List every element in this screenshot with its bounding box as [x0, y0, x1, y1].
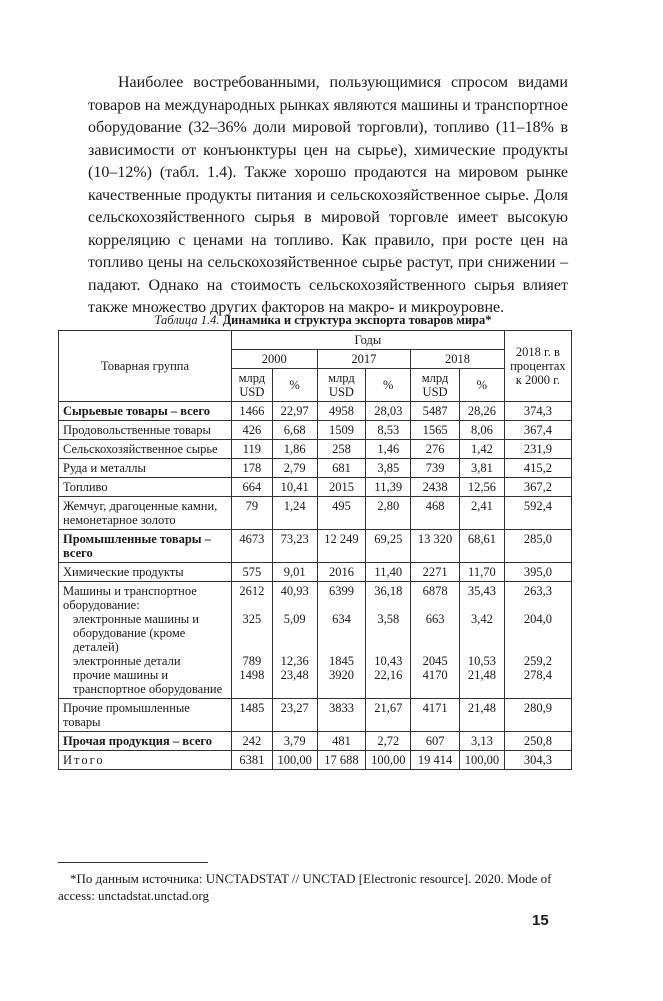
page-number: 15	[532, 912, 549, 929]
cell: 2,79	[272, 459, 317, 478]
cell: 100,00	[366, 751, 411, 770]
cell: 2,41	[459, 497, 504, 530]
header-usd: млрд USD	[317, 369, 366, 402]
cell-stack	[317, 582, 366, 699]
table-row	[59, 530, 572, 563]
cell: 789	[242, 654, 262, 668]
header-last-col: 2018 г. в процентах к 2000 г.	[504, 331, 571, 402]
cell: 1498	[239, 668, 265, 682]
row-name: Продовольственные товары	[59, 421, 232, 440]
cell: 100,00	[272, 751, 317, 770]
cell: 258	[317, 440, 366, 459]
table-caption-label: Таблица 1.4.	[154, 313, 220, 327]
cell: 634	[332, 612, 351, 626]
cell: 1845	[328, 654, 354, 668]
cell: 5487	[411, 402, 460, 421]
row-name: Химические продукты	[59, 563, 232, 582]
cell: 1,46	[366, 440, 411, 459]
cell: 178	[232, 459, 273, 478]
cell: 11,40	[366, 563, 411, 582]
cell: 259,2	[523, 654, 552, 668]
cell: 1,86	[272, 440, 317, 459]
cell: 285,0	[504, 530, 571, 563]
cell: 1,42	[459, 440, 504, 459]
header-usd: млрд USD	[411, 369, 460, 402]
cell: 231,9	[504, 440, 571, 459]
cell: 79	[232, 497, 273, 530]
cell: 3,85	[366, 459, 411, 478]
row-name: Итого	[59, 751, 232, 770]
cell-stack	[459, 582, 504, 699]
cell: 681	[317, 459, 366, 478]
header-year-2000: 2000	[232, 350, 317, 369]
cell: 21,48	[459, 699, 504, 732]
footnote-divider	[58, 862, 208, 863]
cell: 8,53	[366, 421, 411, 440]
table-caption	[58, 313, 588, 328]
table-row	[59, 459, 572, 478]
cell-stack	[272, 582, 317, 699]
cell: 395,0	[504, 563, 571, 582]
cell: 3,79	[272, 732, 317, 751]
cell: 2,72	[366, 732, 411, 751]
cell: 17 688	[317, 751, 366, 770]
cell: 28,26	[459, 402, 504, 421]
cell: 68,61	[459, 530, 504, 563]
cell: 325	[242, 612, 262, 626]
cell: 2438	[411, 478, 460, 497]
cell: 5,09	[283, 612, 306, 626]
cell: 367,2	[504, 478, 571, 497]
cell: 3833	[317, 699, 366, 732]
cell-stack	[411, 582, 460, 699]
cell: 21,48	[467, 668, 496, 682]
table-row	[59, 732, 572, 751]
body-paragraph: Наиболее востребованными, пользующимися спросом видами товаров на международных рынках являются машины и транспортное оборудование (32–36% доли мировой торговли), топливо (11–18% в зависимости от конъюнктуры цен на сырье), химические продукты (10–12%) (табл. 1.4). Также хорошо продаются на мировом рынке качественные продукты питания и сельскохозяйственное сырье. Доля сельскохозяйственного сырья в мировой торговле имеет высокую корреляцию с ценами на топливо. Как правило, при росте цен на топливо цены на сельскохозяйственное сырье растут, при снижении – падают. Однако на стоимость сельскохозяйственного сырья влияет также множество других факторов на макро- и микроуровне.	[88, 74, 568, 316]
cell: 35,43	[467, 584, 496, 598]
table-row	[59, 478, 572, 497]
table-row	[59, 421, 572, 440]
header-usd: млрд USD	[232, 369, 273, 402]
header-years: Годы	[232, 331, 505, 350]
cell: 468	[411, 497, 460, 530]
cell: 4170	[422, 668, 448, 682]
header-pct: %	[272, 369, 317, 402]
cell: 28,03	[366, 402, 411, 421]
cell: 4673	[232, 530, 273, 563]
cell: 8,06	[459, 421, 504, 440]
cell: 276	[411, 440, 460, 459]
cell: 1466	[232, 402, 273, 421]
header-year-2017: 2017	[317, 350, 411, 369]
cell: 3,81	[459, 459, 504, 478]
cell: 426	[232, 421, 273, 440]
cell: 9,01	[272, 563, 317, 582]
cell: 663	[425, 612, 445, 626]
row-name-sub: прочие машины и транспортное оборудование	[73, 668, 223, 696]
cell: 119	[232, 440, 273, 459]
row-name-sub: электронные детали	[73, 654, 181, 668]
cell-stack	[232, 582, 273, 699]
cell: 1485	[232, 699, 273, 732]
footnote: *По данным источника: UNCTADSTAT // UNCTAD [Electronic resource]. 2020. Mode of access: unctadstat.unctad.org	[58, 871, 552, 903]
cell: 263,3	[523, 584, 552, 598]
cell: 280,9	[504, 699, 571, 732]
row-name-group	[59, 582, 232, 699]
header-year-2018: 2018	[411, 350, 505, 369]
cell: 242	[232, 732, 273, 751]
cell: 1565	[411, 421, 460, 440]
cell: 3920	[328, 668, 354, 682]
row-name: Жемчуг, драгоценные камни, немонетарное золото	[59, 497, 232, 530]
cell: 12,36	[280, 654, 309, 668]
cell: 739	[411, 459, 460, 478]
table-row	[59, 440, 572, 459]
cell: 1,24	[272, 497, 317, 530]
cell: 3,58	[377, 612, 400, 626]
cell: 592,4	[504, 497, 571, 530]
cell: 22,16	[374, 668, 403, 682]
cell: 100,00	[459, 751, 504, 770]
cell: 495	[317, 497, 366, 530]
table-row	[59, 402, 572, 421]
cell: 664	[232, 478, 273, 497]
cell: 10,53	[467, 654, 496, 668]
row-name: Сельскохозяйственное сырье	[59, 440, 232, 459]
cell: 11,39	[366, 478, 411, 497]
header-pct: %	[366, 369, 411, 402]
table-row	[59, 497, 572, 530]
header-group: Товарная группа	[59, 331, 232, 402]
row-name-sub: электронные машины и оборудование (кроме деталей)	[73, 612, 199, 654]
cell: 250,8	[504, 732, 571, 751]
cell: 2612	[239, 584, 265, 598]
cell: 19 414	[411, 751, 460, 770]
cell: 2045	[422, 654, 448, 668]
cell: 40,93	[280, 584, 309, 598]
cell: 12,56	[459, 478, 504, 497]
cell: 481	[317, 732, 366, 751]
table-row	[59, 563, 572, 582]
cell: 36,18	[374, 584, 403, 598]
cell: 6878	[422, 584, 448, 598]
cell: 278,4	[523, 668, 552, 682]
cell: 6399	[328, 584, 354, 598]
cell: 2016	[317, 563, 366, 582]
row-name: Промышленные товары – всего	[59, 530, 232, 563]
header-pct: %	[459, 369, 504, 402]
export-table	[58, 330, 572, 770]
cell: 12 249	[317, 530, 366, 563]
cell: 3,13	[459, 732, 504, 751]
row-name: Прочая продукция – всего	[59, 732, 232, 751]
cell: 23,27	[272, 699, 317, 732]
cell-stack	[366, 582, 411, 699]
row-name: Топливо	[59, 478, 232, 497]
cell: 2271	[411, 563, 460, 582]
cell: 10,43	[374, 654, 403, 668]
cell-stack	[504, 582, 571, 699]
table-row-total	[59, 751, 572, 770]
cell: 6,68	[272, 421, 317, 440]
cell: 4958	[317, 402, 366, 421]
cell: 6381	[232, 751, 273, 770]
table-row	[59, 699, 572, 732]
cell: 4171	[411, 699, 460, 732]
cell: 23,48	[280, 668, 309, 682]
cell: 10,41	[272, 478, 317, 497]
cell: 73,23	[272, 530, 317, 563]
cell: 13 320	[411, 530, 460, 563]
cell: 22,97	[272, 402, 317, 421]
cell: 304,3	[504, 751, 571, 770]
table-caption-title: Динамика и структура экспорта товаров мира*	[222, 313, 492, 327]
cell: 415,2	[504, 459, 571, 478]
cell: 367,4	[504, 421, 571, 440]
cell: 11,70	[459, 563, 504, 582]
cell: 374,3	[504, 402, 571, 421]
cell: 1509	[317, 421, 366, 440]
table-row	[59, 582, 572, 699]
cell: 69,25	[366, 530, 411, 563]
row-name: Руда и металлы	[59, 459, 232, 478]
cell: 575	[232, 563, 273, 582]
cell: 3,42	[470, 612, 493, 626]
row-name: Прочие промышленные товары	[59, 699, 232, 732]
cell: 204,0	[523, 612, 552, 626]
cell: 607	[411, 732, 460, 751]
row-name: Сырьевые товары – всего	[59, 402, 232, 421]
cell: 21,67	[366, 699, 411, 732]
cell: 2,80	[366, 497, 411, 530]
row-name: Машины и транспортное оборудование:	[63, 584, 197, 612]
cell: 2015	[317, 478, 366, 497]
